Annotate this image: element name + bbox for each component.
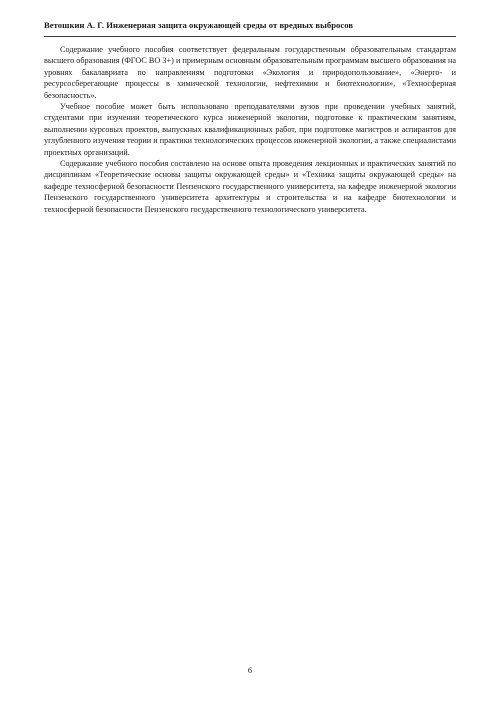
- header-divider: [44, 36, 456, 37]
- running-header: Ветошкин А. Г. Инженерная защита окружающей среды от вредных выбросов: [44, 20, 354, 30]
- body-text: [44, 44, 456, 215]
- paragraph-basis: Содержание учебного пособия составлено на основе опыта проведения лекционных и практических занятий по дисциплинам «Теоретические основы защиты окружающей среды» и «Техника защиты окружающей среды» на кафедре техносферной безопасности Пензенского государственного университета, на кафедре инженерной экологии Пензенского государственного университета архитектуры и строительства и на кафедре биотехнологии и техносферной безопасности Пензенского государственного технологического университета.: [44, 159, 456, 214]
- page-number: 6: [247, 666, 253, 675]
- paragraph-usage: Учебное пособие может быть использовано преподавателями вузов при проведении учебных занятий, студентами при изучении теоретического курса инженерной экологии, подготовке к практическим занятиям, выполнении курсовых проектов, выпускных квалификационных работ, при подготовке магистров и аспирантов для углубленного изучения теории и практики технологических процессов инженерной экологии, а также специалистами проектных организаций.: [44, 102, 456, 157]
- paragraph-standards: Содержание учебного пособия соответствует федеральным государственным образовательным стандартам высшего образования (ФГОС ВО 3+) и примерным основным образовательным программам высшего образования на уровнях бакалавриата по направлениям подготовки «Экология и природопользование», «Энерго- и ресурсосберегающие процессы в химической технологии, нефтехимии и биотехнологии», «Техносферная безопасность».: [44, 45, 456, 100]
